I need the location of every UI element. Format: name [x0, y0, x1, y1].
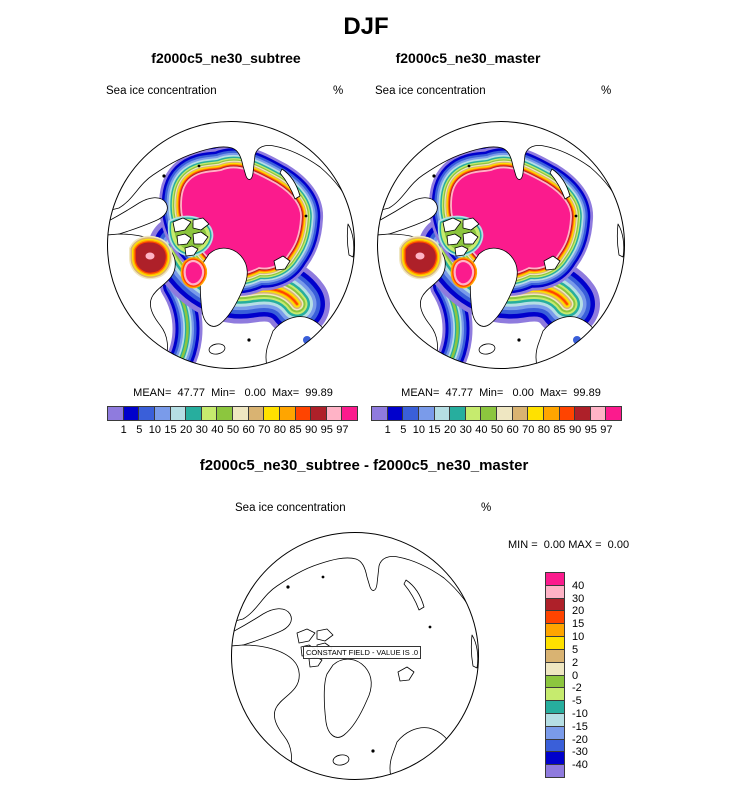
diff-field-label: Sea ice concentration	[235, 502, 346, 514]
colorbar-cell	[545, 623, 565, 637]
colorbar-cell	[545, 598, 565, 612]
colorbar-cell	[545, 751, 565, 765]
colorbar-tick-label: 95	[320, 424, 333, 436]
right-field-label: Sea ice concentration	[375, 85, 486, 97]
colorbar-tick-label: 2	[572, 656, 579, 669]
colorbar-tick-label: 70	[522, 424, 535, 436]
colorbar-tick-label: 60	[242, 424, 255, 436]
colorbar-cell	[574, 406, 591, 421]
left-colorbar	[108, 406, 358, 421]
colorbar-cell	[545, 675, 565, 689]
colorbar-cell	[545, 687, 565, 701]
colorbar-cell	[170, 406, 187, 421]
left-units-label: %	[333, 85, 344, 97]
colorbar-cell	[295, 406, 312, 421]
colorbar-cell	[559, 406, 576, 421]
diff-colorbar-ticks	[572, 573, 602, 778]
colorbar-tick-label: 1	[384, 424, 391, 436]
colorbar-cell	[545, 764, 565, 778]
colorbar-tick-label: 10	[412, 424, 425, 436]
colorbar-cell	[418, 406, 435, 421]
colorbar-tick-label: 85	[289, 424, 302, 436]
colorbar-cell	[545, 662, 565, 676]
colorbar-cell	[496, 406, 513, 421]
left-field-label: Sea ice concentration	[106, 85, 217, 97]
colorbar-tick-label: -2	[572, 682, 582, 695]
colorbar-cell	[545, 713, 565, 727]
colorbar-tick-label: -20	[572, 733, 588, 746]
colorbar-tick-label: 50	[490, 424, 504, 436]
colorbar-tick-label: 15	[428, 424, 441, 436]
colorbar-tick-label: 5	[136, 424, 143, 436]
colorbar-cell	[545, 739, 565, 753]
colorbar-tick-label: 20	[180, 424, 193, 436]
left-stats-line: MEAN= 47.77 Min= 0.00 Max= 99.89	[133, 387, 333, 399]
colorbar-cell	[545, 700, 565, 714]
colorbar-cell	[545, 572, 565, 586]
colorbar-cell	[216, 406, 233, 421]
colorbar-tick-label: 20	[444, 424, 457, 436]
right-panel-title: f2000c5_ne30_master	[395, 50, 541, 66]
colorbar-tick-label: 15	[164, 424, 177, 436]
colorbar-cell	[545, 649, 565, 663]
colorbar-tick-label: 60	[506, 424, 519, 436]
right-units-label: %	[601, 85, 612, 97]
colorbar-tick-label: 40	[475, 424, 488, 436]
colorbar-cell	[449, 406, 466, 421]
colorbar-tick-label: 97	[336, 424, 349, 436]
colorbar-cell	[123, 406, 140, 421]
colorbar-cell	[248, 406, 265, 421]
colorbar-cell	[201, 406, 218, 421]
colorbar-tick-label: 97	[600, 424, 613, 436]
colorbar-tick-label: 85	[553, 424, 566, 436]
colorbar-tick-label: 40	[572, 579, 585, 592]
colorbar-tick-label: 30	[459, 424, 472, 436]
colorbar-tick-label: 10	[148, 424, 161, 436]
colorbar-cell	[279, 406, 296, 421]
colorbar-tick-label: 90	[569, 424, 582, 436]
colorbar-cell	[545, 636, 565, 650]
colorbar-cell	[605, 406, 622, 421]
right-colorbar-ticks	[372, 424, 622, 437]
colorbar-cell	[371, 406, 388, 421]
colorbar-tick-label: 30	[195, 424, 208, 436]
left-panel-title: f2000c5_ne30_subtree	[151, 50, 301, 66]
colorbar-tick-label: 40	[211, 424, 224, 436]
colorbar-cell	[545, 585, 565, 599]
colorbar-tick-label: 50	[226, 424, 240, 436]
colorbar-tick-label: 80	[537, 424, 550, 436]
colorbar-tick-label: 80	[273, 424, 286, 436]
left-sea-ice-map	[101, 118, 361, 372]
colorbar-cell	[402, 406, 419, 421]
colorbar-cell	[545, 610, 565, 624]
colorbar-tick-label: -10	[572, 707, 588, 720]
colorbar-tick-label: 0	[572, 669, 579, 682]
diff-stats-line: MIN = 0.00 MAX = 0.00	[508, 539, 630, 551]
colorbar-cell	[527, 406, 544, 421]
colorbar-cell	[543, 406, 560, 421]
colorbar-tick-label: 5	[400, 424, 407, 436]
colorbar-cell	[154, 406, 171, 421]
colorbar-tick-label: -15	[572, 720, 588, 733]
colorbar-cell	[434, 406, 451, 421]
colorbar-cell	[480, 406, 497, 421]
right-stats-line: MEAN= 47.77 Min= 0.00 Max= 99.89	[401, 387, 601, 399]
colorbar-cell	[232, 406, 249, 421]
diff-colorbar	[545, 573, 565, 778]
colorbar-tick-label: 15	[572, 618, 585, 631]
colorbar-tick-label: 90	[305, 424, 318, 436]
right-colorbar	[372, 406, 622, 421]
colorbar-cell	[341, 406, 358, 421]
colorbar-tick-label: -30	[572, 746, 588, 759]
colorbar-tick-label: 70	[258, 424, 271, 436]
colorbar-tick-label: -5	[572, 695, 582, 708]
colorbar-tick-label: 20	[572, 605, 585, 618]
colorbar-cell	[107, 406, 124, 421]
colorbar-tick-label: -40	[572, 759, 588, 772]
right-sea-ice-map	[371, 118, 631, 372]
diff-units-label: %	[481, 502, 492, 514]
colorbar-cell	[185, 406, 202, 421]
colorbar-cell	[590, 406, 607, 421]
constant-field-annotation: CONSTANT FIELD - VALUE IS .0	[303, 646, 421, 659]
colorbar-cell	[263, 406, 280, 421]
colorbar-tick-label: 95	[584, 424, 597, 436]
colorbar-tick-label: 1	[120, 424, 127, 436]
colorbar-cell	[387, 406, 404, 421]
diff-panel-title: f2000c5_ne30_subtree - f2000c5_ne30_master	[199, 457, 529, 474]
colorbar-cell	[512, 406, 529, 421]
page-title: DJF	[343, 13, 389, 40]
colorbar-cell	[310, 406, 327, 421]
left-colorbar-ticks	[108, 424, 358, 437]
colorbar-cell	[465, 406, 482, 421]
colorbar-tick-label: 10	[572, 631, 585, 644]
colorbar-tick-label: 5	[572, 643, 579, 656]
colorbar-cell	[545, 726, 565, 740]
colorbar-cell	[326, 406, 343, 421]
colorbar-tick-label: 30	[572, 592, 585, 605]
colorbar-cell	[138, 406, 155, 421]
